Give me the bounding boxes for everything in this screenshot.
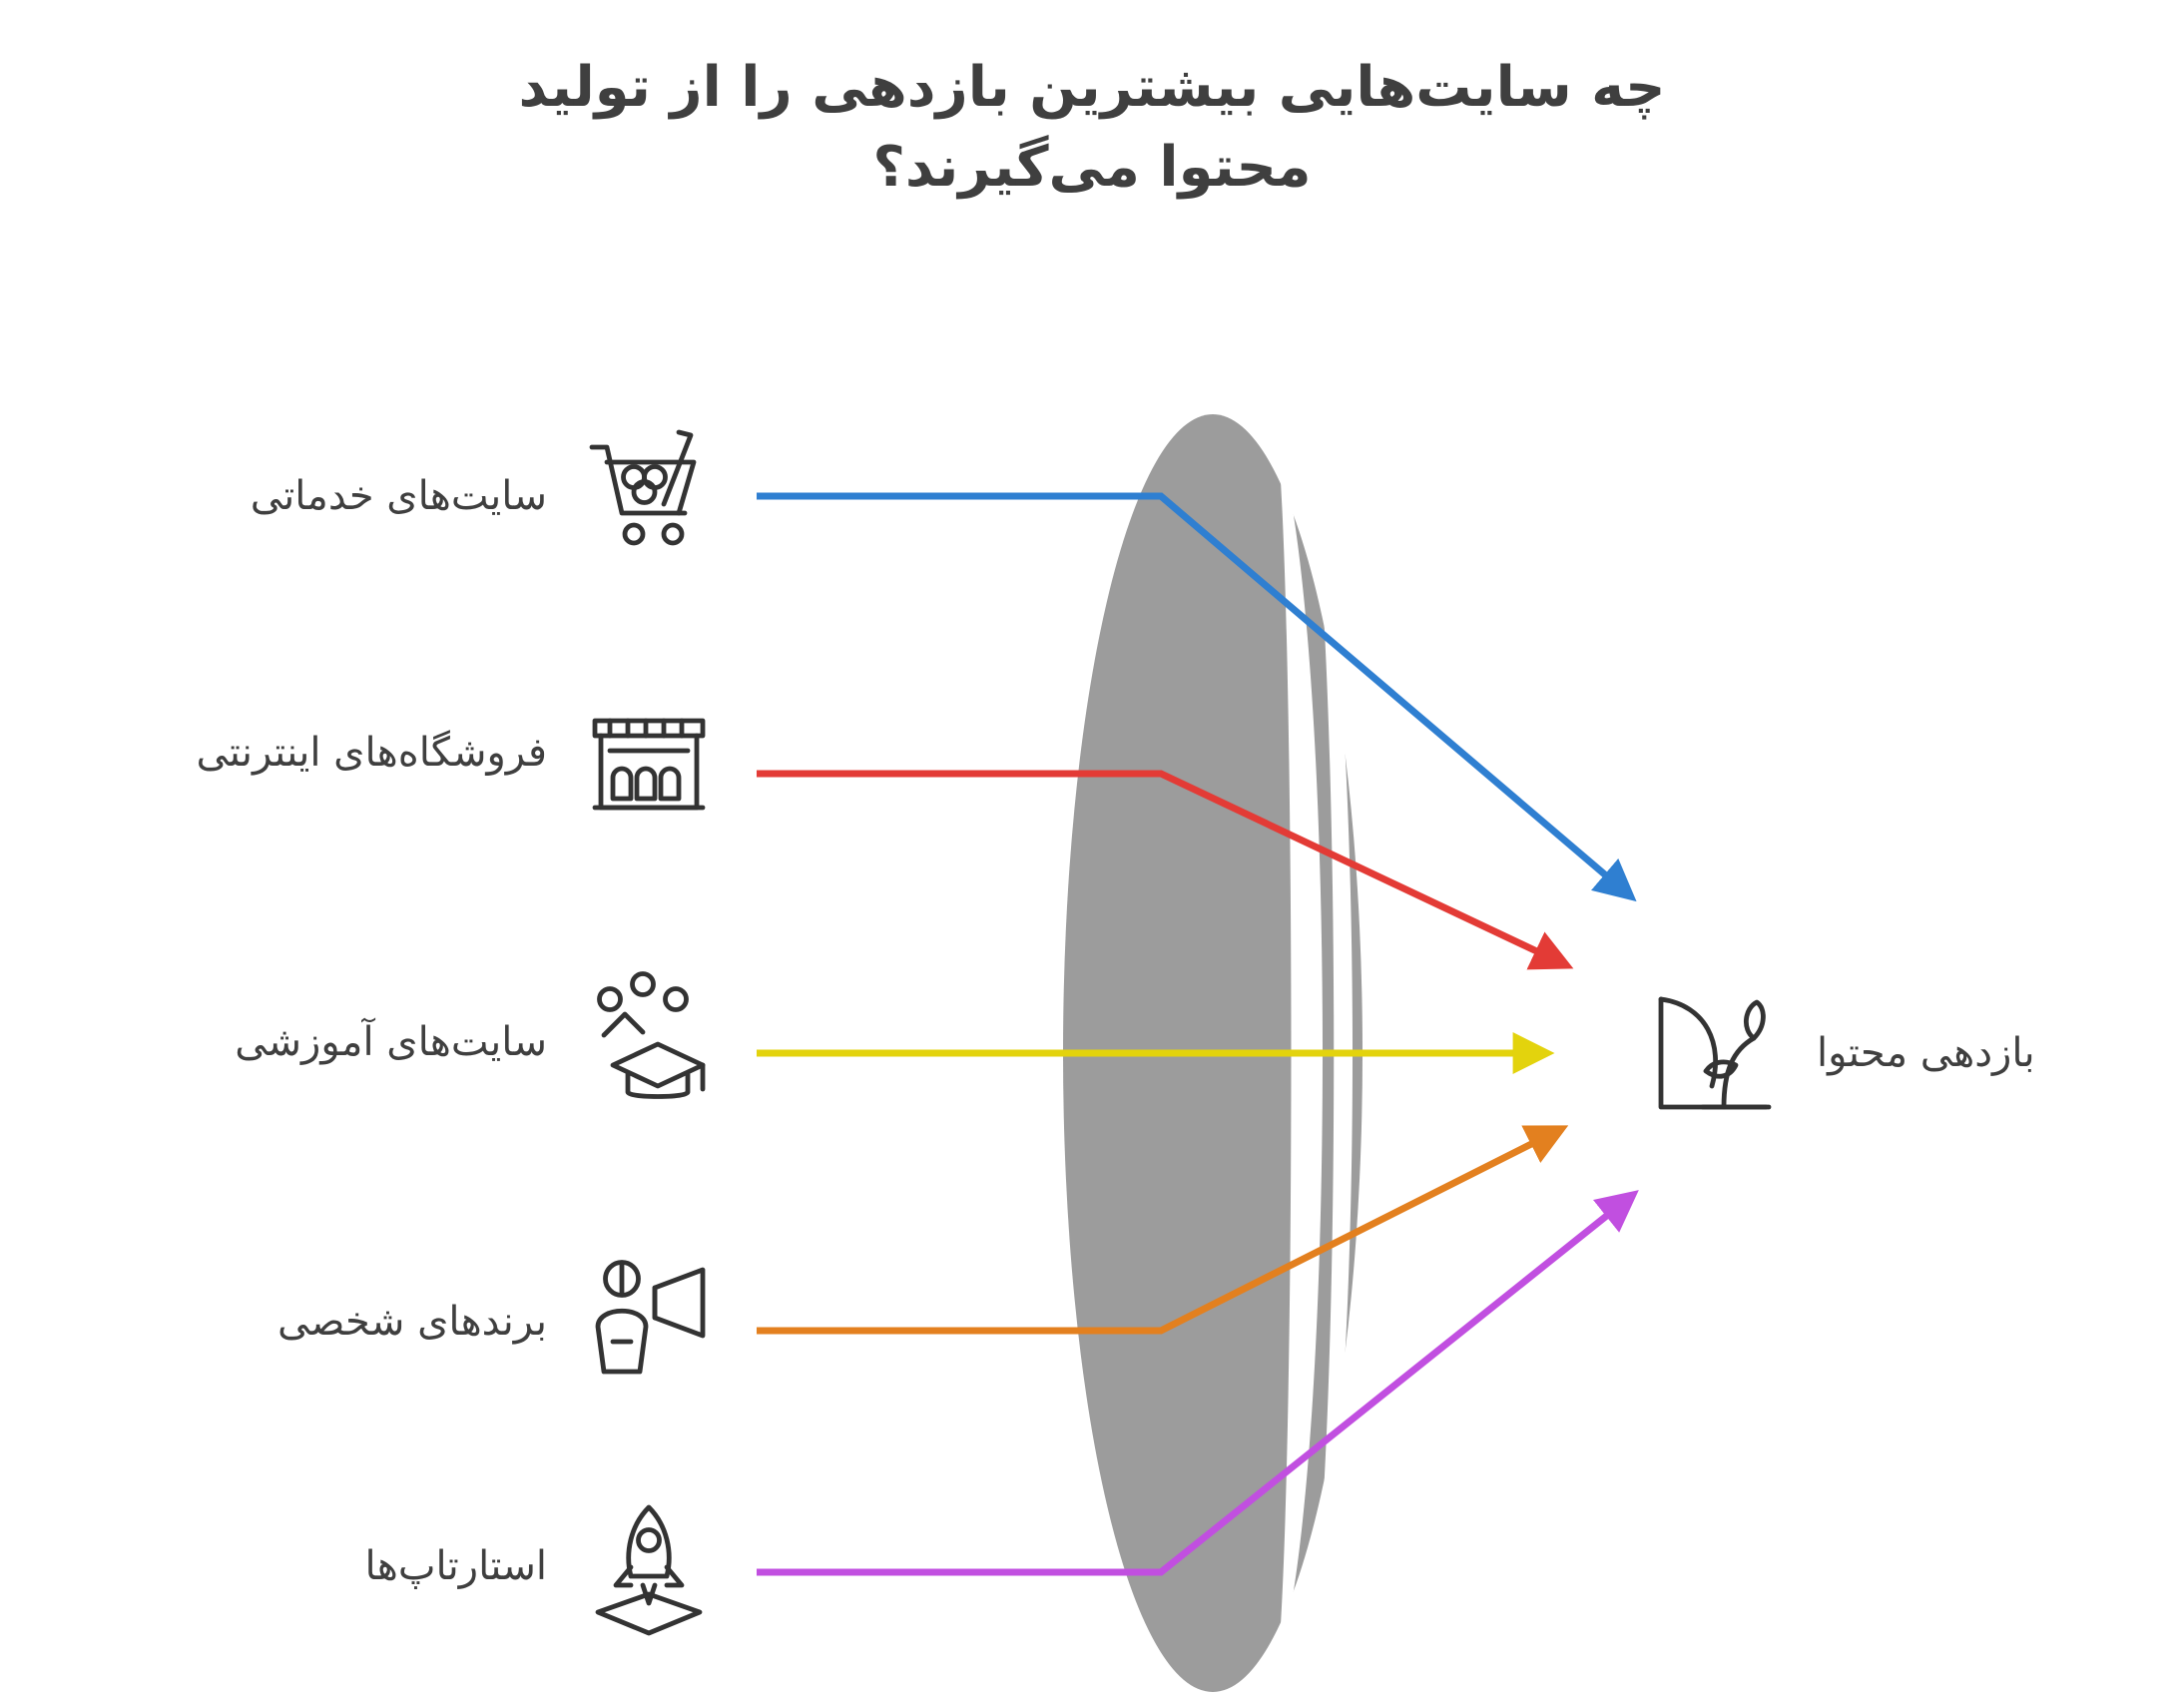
page-title-line-2: محتوا می‌گیرند؟ xyxy=(872,134,1312,200)
source-label-startups: استارتاپ‌ها xyxy=(364,1543,547,1589)
source-label-personal-brands: برندهای شخصی xyxy=(277,1299,547,1345)
shopping-cart-icon xyxy=(574,414,724,564)
source-label-education: سایت‌های آموزشی xyxy=(235,1019,547,1065)
rocket-launch-icon xyxy=(574,1492,724,1642)
page-title-line-1: چه سایت‌هایی بیشترین بازدهی را از تولید xyxy=(518,55,1666,120)
storefront-icon xyxy=(574,679,724,829)
source-label-online-shops: فروشگاه‌های اینترنتی xyxy=(196,730,547,776)
source-label-services: سایت‌های خدماتی xyxy=(250,473,547,519)
megaphone-person-icon xyxy=(574,1243,724,1393)
output-label: بازدهی محتوا xyxy=(1817,1030,2035,1076)
graduation-cap-icon xyxy=(574,963,724,1113)
plant-growth-icon xyxy=(1637,978,1787,1128)
